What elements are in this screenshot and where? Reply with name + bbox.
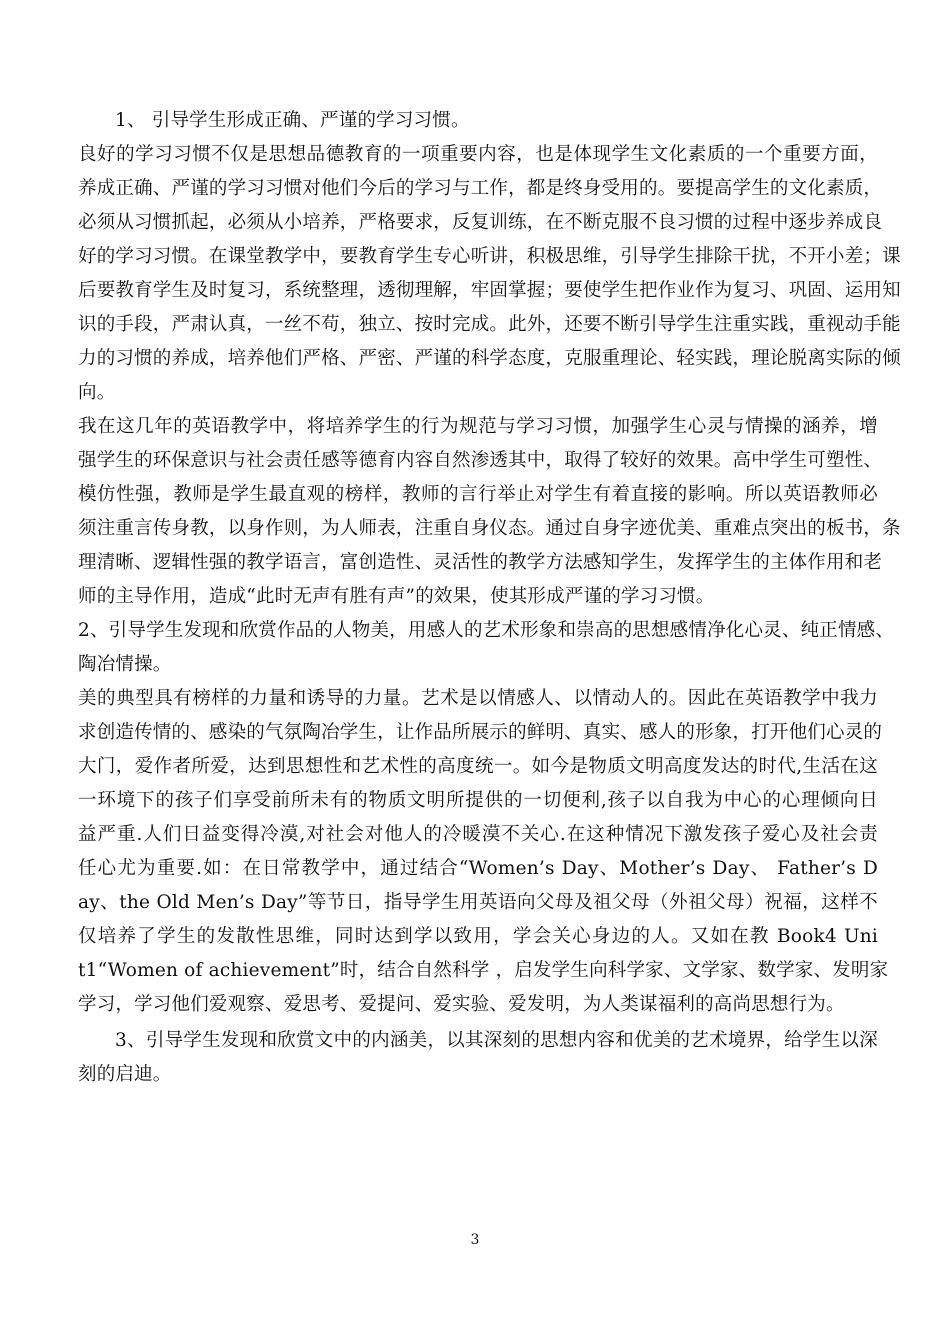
paragraph-line: 好的学习习惯。在课堂教学中，要教育学生专心听讲，积极思维，引导学生排除干扰，不开小差；课: [78, 246, 901, 267]
paragraph-line: 学习，学习他们爱观察、爱思考、爱提问、爱实验、爱发明，为人类谋福利的高尚思想行为。: [78, 994, 845, 1015]
paragraph-line: 仅培养了学生的发散性思维，同时达到学以致用，学会关心身边的人。又如在教 Book4 Uni: [78, 926, 878, 947]
section-heading-2: [78, 614, 895, 682]
paragraph-2: [78, 410, 901, 614]
paragraph-3: [78, 682, 889, 1022]
paragraph-line: 养成正确、严谨的学习习惯对他们今后的学习与工作，都是终身受用的。要提高学生的文化素质，: [78, 178, 883, 199]
paragraph-1: [78, 138, 901, 410]
paragraph-line: 我在这几年的英语教学中，将培养学生的行为规范与学习习惯，加强学生心灵与情操的涵养，增: [78, 416, 878, 437]
paragraph-line: 益严重.人们日益变得冷漠,对社会对他人的冷暖漠不关心.在这种情况下激发孩子爱心及社会责: [78, 824, 878, 845]
paragraph-line: 求创造传情的、感染的气氛陶冶学生，让作品所展示的鲜明、真实、感人的形象，打开他们心灵的: [78, 722, 883, 743]
paragraph-line: 美的典型具有榜样的力量和诱导的力量。艺术是以情感人、以情动人的。因此在英语教学中我力: [78, 688, 878, 709]
paragraph-line: 大门，爱作者所爱，达到思想性和艺术性的高度统一。如今是物质文明高度发达的时代,生活在这: [78, 756, 878, 777]
paragraph-line: 后要教育学生及时复习，系统整理，透彻理解，牢固掌握；要使学生把作业作为复习、巩固、运用知: [78, 280, 901, 301]
paragraph-line: ay、the Old Men’s Day”等节日，指导学生用英语向父母及祖父母（外祖父母）祝福，这样不: [78, 892, 878, 913]
paragraph-line: 良好的学习习惯不仅是思想品德教育的一项重要内容，也是体现学生文化素质的一个重要方面，: [78, 144, 878, 165]
paragraph-line: 师的主导作用，造成“此时无声有胜有声”的效果，使其形成严谨的学习习惯。: [78, 586, 715, 607]
paragraph-line: 一环境下的孩子们享受前所未有的物质文明所提供的一切便利,孩子以自我为中心的心理倾向日: [78, 790, 878, 811]
section-heading-1: 1、 引导学生形成正确、严谨的学习习惯。: [115, 110, 470, 131]
page-number: 3: [470, 1232, 480, 1248]
heading-line: 刻的启迪。: [78, 1064, 172, 1085]
paragraph-line: 识的手段，严肃认真，一丝不苟，独立、按时完成。此外，还要不断引导学生注重实践，重视动手能: [78, 314, 901, 335]
paragraph-line: 理清晰、逻辑性强的教学语言，富创造性、灵活性的教学方法感知学生，发挥学生的主体作用和老: [78, 552, 883, 573]
paragraph-line: 模仿性强，教师是学生最直观的榜样，教师的言行举止对学生有着直接的影响。所以英语教师必: [78, 484, 878, 505]
section-heading-3: [78, 1024, 878, 1092]
heading-line: 3、引导学生发现和欣赏文中的内涵美，以其深刻的思想内容和优美的艺术境界，给学生以深: [115, 1030, 878, 1051]
heading-line: 2、引导学生发现和欣赏作品的人物美，用感人的艺术形象和崇高的思想感情净化心灵、纯正情感、: [78, 620, 895, 641]
document-page: [78, 104, 901, 1092]
paragraph-line: 向。: [78, 382, 116, 403]
paragraph-line: 任心尤为重要.如：在日常教学中，通过结合“Women’s Day、Mother’s Day、 Father’s D: [78, 858, 878, 879]
paragraph-line: 强学生的环保意识与社会责任感等德育内容自然渗透其中，取得了较好的效果。高中学生可塑性、: [78, 450, 883, 471]
paragraph-line: t1“Women of achievement”时，结合自然科学 ，启发学生向科学家、文学家、数学家、发明家: [78, 960, 889, 981]
heading-line: 陶冶情操。: [78, 654, 172, 675]
paragraph-line: 须注重言传身教，以身作则，为人师表，注重自身仪态。通过自身字迹优美、重难点突出的板书，条: [78, 518, 901, 539]
paragraph-line: 力的习惯的养成，培养他们严格、严密、严谨的科学态度，克服重理论、轻实践，理论脱离实际的倾: [78, 348, 901, 369]
paragraph-line: 必须从习惯抓起，必须从小培养，严格要求，反复训练，在不断克服不良习惯的过程中逐步养成良: [78, 212, 883, 233]
